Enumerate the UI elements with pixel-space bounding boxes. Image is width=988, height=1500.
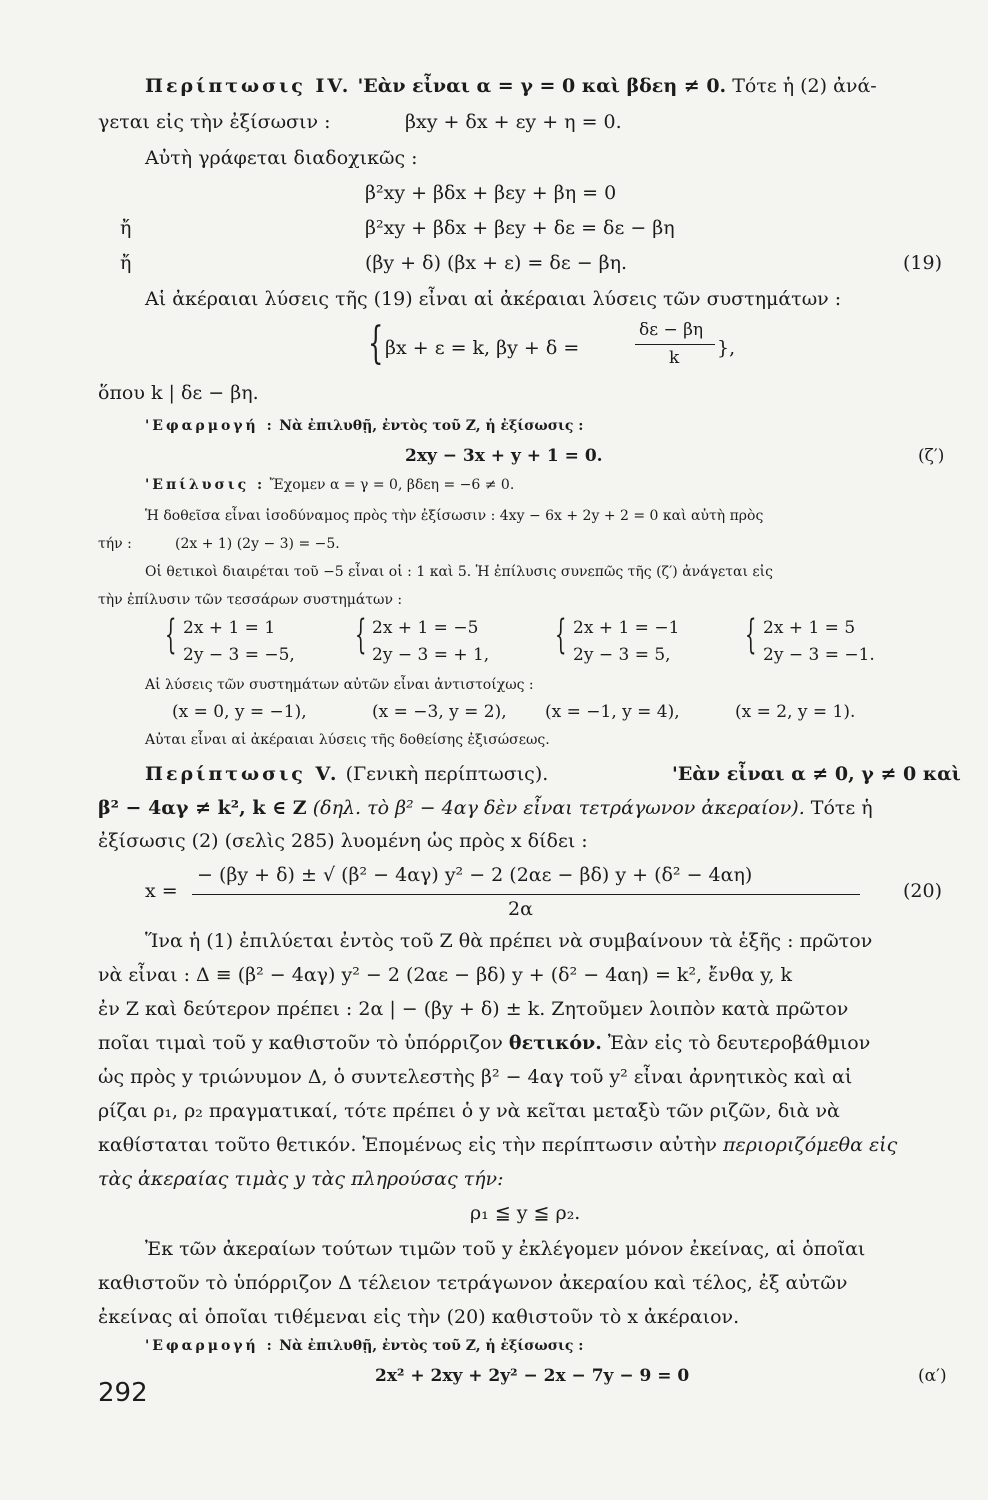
app1-equation: 2xy − 3x + y + 1 = 0. [405, 446, 603, 466]
case5-paren: (Γενικὴ περίπτωσις). [345, 763, 549, 785]
page-number: 292 [98, 1378, 148, 1408]
system-2-brace: { [355, 612, 367, 658]
case5-p4-end: Ἐὰν εἰς τὸ δευτεροβάθμιον [607, 1032, 871, 1054]
case4-condition: 'Εὰν εἶναι α = γ = 0 καὶ βδεη ≠ 0. [357, 75, 727, 97]
system-4-top: 2x + 1 = 5 [763, 618, 856, 638]
system-1-top: 2x + 1 = 1 [183, 618, 276, 638]
app1-equivalent-text: Ἡ δοθεῖσα εἶναι ἰσοδύναμος πρὸς τὴν ἐξίσωσιν : 4xy − 6x + 2y + 2 = 0 καὶ αὐτὴ πρὸς [145, 508, 764, 524]
app1-divisors-text-2: τὴν ἐπίλυσιν τῶν τεσσάρων συστημάτων : [98, 592, 403, 608]
app1-equation-number: (ζ′) [918, 446, 945, 466]
system-3-bottom: 2y − 3 = 5, [573, 645, 671, 665]
app1-equivalent-label: τήν : [98, 536, 132, 552]
app1-solution-1: (x = 0, y = −1), [172, 702, 307, 722]
case5-heading-line [145, 763, 548, 785]
case4-system-left: βx + ε = k, βy + δ = [385, 337, 580, 359]
case5-paragraph-5: ὡς πρὸς y τριώνυμον Δ, ὁ συντελεστὴς β² − 4αγ τοῦ y² εἶναι ἀρνητικὸς καὶ αἱ [98, 1066, 853, 1088]
equation-number-20: (20) [903, 880, 943, 902]
case4-system-numerator: δε − βη [639, 320, 704, 340]
case4-equation-a: β²xy + βδx + βεy + βη = 0 [365, 182, 617, 204]
app1-divisors-text: Οἱ θετικοὶ διαιρέται τοῦ −5 εἶναι οἱ : 1 καὶ 5. Ἡ ἐπίλυσις συνεπῶς τῆς (ζ′) ἀνάγεται εἰς [145, 564, 773, 580]
app1-solution-text: Ἔχομεν α = γ = 0, βδεη = −6 ≠ 0. [269, 477, 515, 493]
app1-label: 'Εφαρμογή : [145, 418, 275, 434]
system-2-top: 2x + 1 = −5 [372, 618, 479, 638]
system-1-brace: { [165, 612, 177, 658]
case4-system-right: }, [717, 337, 736, 359]
case5-paragraph-3: ἐν Z καὶ δεύτερον πρέπει : 2α | − (βy + δ) ± k. Ζητοῦμεν λοιπὸν κατὰ πρῶτον [98, 998, 849, 1020]
case5-line2 [98, 797, 873, 819]
app1-text: Νὰ ἐπιλυθῇ, ἐντὸς τοῦ Z, ἡ ἐξίσωσις : [279, 418, 584, 434]
formula-denominator: 2α [508, 898, 533, 920]
case5-p7-start: καθίσταται τοῦτο θετικόν. Ἑπομένως εἰς τὴν περίπτωσιν αὐτὴν [98, 1134, 717, 1156]
case4-condition-tail: Τότε ἡ (2) ἀνά- [732, 75, 877, 97]
app1-conclusion: Αὐται εἶναι αἱ ἀκέραιαι λύσεις τῆς δοθείσης ἐξισώσεως. [145, 732, 550, 748]
case4-heading: Περίπτωσις IV. [145, 75, 352, 97]
case5-p7-italic: περιοριζόμεθα εἰς [723, 1134, 898, 1156]
app2-equation-number: (α′) [918, 1366, 947, 1386]
formula-fraction-line [192, 894, 860, 895]
system-4-brace: { [745, 612, 757, 658]
case4-or-1: ἤ [120, 217, 132, 239]
case5-condition: 'Εὰν εἶναι α ≠ 0, γ ≠ 0 καὶ [672, 763, 961, 785]
app2-label: 'Εφαρμογή : [145, 1338, 275, 1354]
case5-paragraph-9: Ἐκ τῶν ἀκεραίων τούτων τιμῶν τοῦ y ἐκλέγομεν μόνον ἐκείνας, αἱ ὁποῖαι [145, 1238, 866, 1260]
case5-line3: ἐξίσωσις (2) (σελὶς 285) λυομένη ὡς πρὸς x δίδει : [98, 830, 588, 852]
case5-paragraph-7 [98, 1134, 897, 1156]
case5-condition-2-tail: Τότε ἡ [810, 797, 873, 819]
case4-integer-text: Αἱ ἀκέραιαι λύσεις τῆς (19) εἶναι αἱ ἀκέραιαι λύσεις τῶν συστημάτων : [145, 288, 842, 310]
case4-heading-line [145, 75, 877, 97]
app2-equation: 2x² + 2xy + 2y² − 2x − 7y − 9 = 0 [375, 1366, 690, 1386]
app1-solution-4: (x = 2, y = 1). [735, 702, 856, 722]
case5-condition-2: β² − 4αγ ≠ k², k ∈ Z [98, 797, 307, 819]
case4-equation-b: β²xy + βδx + βεy + δε = δε − βη [365, 217, 675, 239]
app1-solution-2: (x = −3, y = 2), [372, 702, 507, 722]
case5-p4-start: ποῖαι τιμαὶ τοῦ y καθιστοῦν τὸ ὑπόρριζον [98, 1032, 503, 1054]
case4-intro-text: γεται εἰς τὴν ἐξίσωσιν : [98, 111, 331, 133]
equation-number-19: (19) [903, 252, 943, 274]
case5-paragraph-1: Ἵνα ἡ (1) ἐπιλύεται ἐντὸς τοῦ Z θὰ πρέπει νὰ συμβαίνουν τὰ ἑξῆς : πρῶτον [145, 930, 873, 952]
system-3-top: 2x + 1 = −1 [573, 618, 680, 638]
case4-line2 [98, 111, 330, 133]
case5-paragraph-6: ρίζαι ρ₁, ρ₂ πραγματικαί, τότε πρέπει ὁ y νὰ κεῖται μεταξὺ τῶν ριζῶν, διὰ νὰ [98, 1100, 840, 1122]
case5-condition-2-italic: (δηλ. τὸ β² − 4αγ δὲν εἶναι τετράγωνον ἀκεραίον). [312, 797, 805, 819]
app1-solution-3: (x = −1, y = 4), [545, 702, 680, 722]
case5-paragraph-11: ἐκείνας αἱ ὁποῖαι τιθέμεναι εἰς τὴν (20) καθιστοῦν τὸ x ἀκέραιον. [98, 1306, 740, 1328]
case4-equation-c: (βy + δ) (βx + ε) = δε − βη. [365, 252, 628, 274]
case4-system-fraction-line [635, 344, 715, 345]
app1-solution-line [145, 477, 514, 493]
system-left-brace: { [368, 318, 384, 369]
system-4-bottom: 2y − 3 = −1. [763, 645, 875, 665]
case4-main-equation: βxy + δx + εy + η = 0. [405, 111, 622, 133]
app1-title-line [145, 418, 583, 434]
system-1-bottom: 2y − 3 = −5, [183, 645, 295, 665]
case4-system-denominator: k [669, 348, 680, 368]
app2-title-line [145, 1338, 583, 1354]
case5-paragraph-10: καθιστοῦν τὸ ὑπόρριζον Δ τέλειον τετράγωνον ἀκεραίου καὶ τέλος, ἐξ αὐτῶν [98, 1272, 848, 1294]
formula-x-label: x = [145, 880, 178, 902]
formula-numerator: − (βy + δ) ± √ (β² − 4αγ) y² − 2 (2αε − βδ) y + (δ² − 4αη) [197, 864, 753, 886]
app1-solution-label: 'Επίλυσις : [145, 477, 266, 493]
case5-paragraph-2: νὰ εἶναι : Δ ≡ (β² − 4αγ) y² − 2 (2αε − βδ) y + (δ² − 4αη) = k², ἔνθα y, k [98, 964, 792, 986]
case5-inequality: ρ₁ ≦ y ≦ ρ₂. [470, 1202, 581, 1224]
case4-where: ὅπου k | δε − βη. [98, 382, 259, 404]
case4-or-2: ἤ [120, 252, 132, 274]
case5-paragraph-8: τὰς ἀκεραίας τιμὰς y τὰς πληρούσας τήν: [98, 1168, 504, 1190]
case5-p4-bold: θετικόν. [508, 1032, 602, 1054]
app1-equivalent-equation: (2x + 1) (2y − 3) = −5. [175, 536, 340, 552]
system-2-bottom: 2y − 3 = + 1, [372, 645, 490, 665]
case4-line3: Αὐτὴ γράφεται διαδοχικῶς : [145, 147, 418, 169]
system-3-brace: { [555, 612, 567, 658]
app1-respective-text: Αἱ λύσεις τῶν συστημάτων αὐτῶν εἶναι ἀντιστοίχως : [145, 677, 534, 693]
case5-heading: Περίπτωσις V. [145, 763, 340, 785]
case5-paragraph-4 [98, 1032, 870, 1054]
app2-text: Νὰ ἐπιλυθῇ, ἐντὸς τοῦ Z, ἡ ἐξίσωσις : [279, 1338, 584, 1354]
